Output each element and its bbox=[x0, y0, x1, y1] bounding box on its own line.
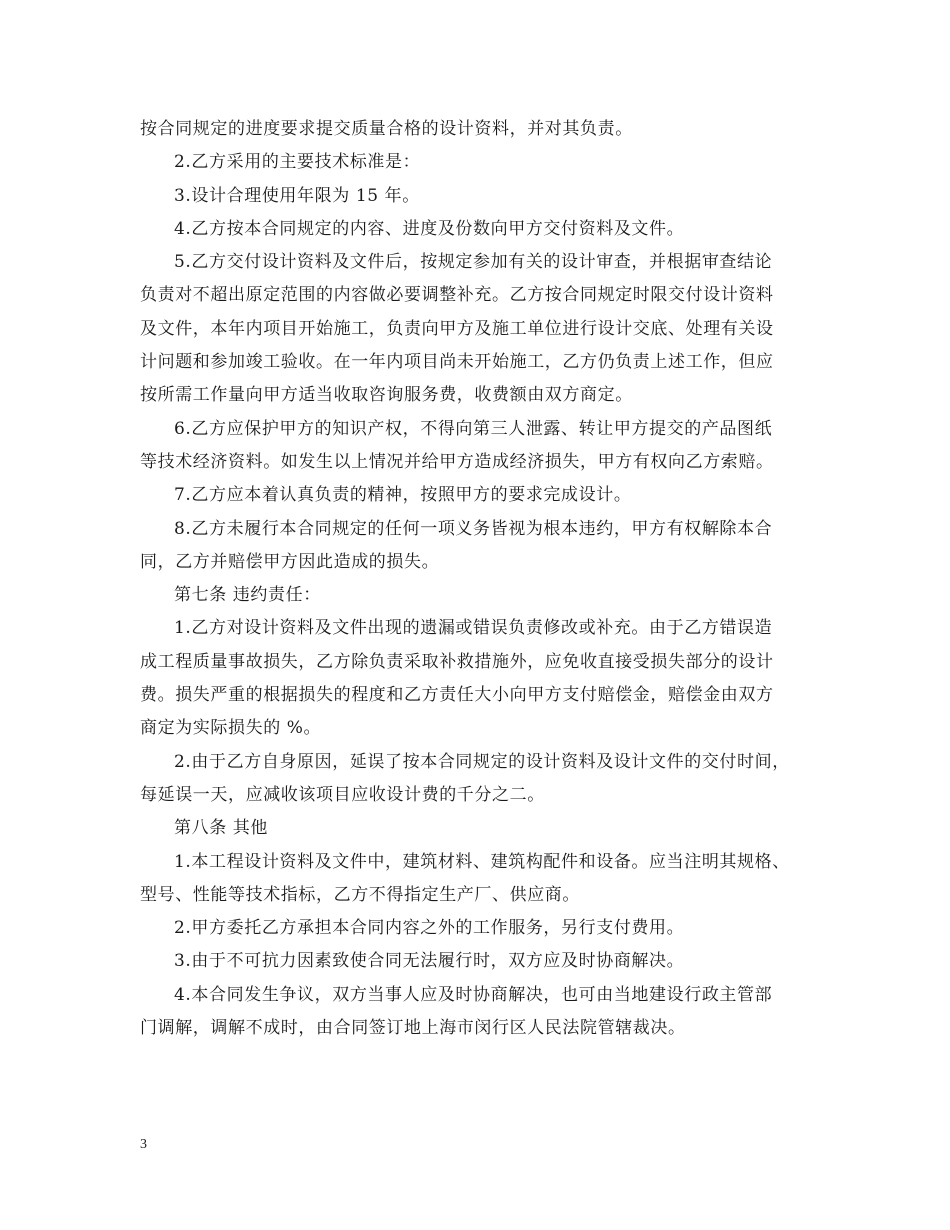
text-line: 等技术经济资料。如发生以上情况并给甲方造成经济损失，甲方有权向乙方索赔。 bbox=[140, 451, 774, 472]
text-line: 门调解，调解不成时，由合同签订地上海市闵行区人民法院管辖裁决。 bbox=[140, 1018, 686, 1039]
text-line: 每延误一天，应减收该项目应收设计费的千分之二。 bbox=[140, 784, 545, 805]
text-line: 2.乙方采用的主要技术标准是： bbox=[174, 152, 421, 173]
text-line: 4.本合同发生争议，双方当事人应及时协商解决，也可由当地建设行政主管部 bbox=[174, 984, 773, 1005]
text-line: 及文件，本年内项目开始施工，负责向甲方及施工单位进行设计交底、处理有关设 bbox=[140, 318, 774, 339]
text-line: 按所需工作量向甲方适当收取咨询服务费，收费额由双方商定。 bbox=[140, 385, 633, 406]
text-line: 负责对不超出原定范围的内容做必要调整补充。乙方按合同规定时限交付设计资料 bbox=[140, 285, 774, 306]
text-line: 3.由于不可抗力因素致使合同无法履行时，双方应及时协商解决。 bbox=[174, 951, 685, 972]
document-body bbox=[140, 113, 812, 1045]
text-line: 型号、性能等技术指标，乙方不得指定生产厂、供应商。 bbox=[140, 884, 580, 905]
text-line: 按合同规定的进度要求提交质量合格的设计资料，并对其负责。 bbox=[140, 119, 633, 139]
text-line: 2.由于乙方自身原因，延误了按本合同规定的设计资料及设计文件的交付时间， bbox=[174, 751, 790, 772]
text-line: 3.设计合理使用年限为 15 年。 bbox=[174, 185, 420, 206]
text-line: 成工程质量事故损失，乙方除负责采取补救措施外，应免收直接受损失部分的设计 bbox=[140, 651, 774, 672]
text-line: 6.乙方应保护甲方的知识产权，不得向第三人泄露、转让甲方提交的产品图纸 bbox=[174, 418, 773, 439]
section-heading: 第八条 其他 bbox=[174, 818, 269, 839]
section-heading: 第七条 违约责任： bbox=[174, 585, 321, 606]
text-line: 商定为实际损失的 %。 bbox=[140, 718, 322, 739]
text-line: 1.本工程设计资料及文件中，建筑材料、建筑构配件和设备。应当注明其规格、 bbox=[174, 851, 790, 872]
text-line: 7.乙方应本着认真负责的精神，按照甲方的要求完成设计。 bbox=[174, 485, 632, 506]
text-line: 2.甲方委托乙方承担本合同内容之外的工作服务，另行支付费用。 bbox=[174, 918, 685, 939]
text-line: 5.乙方交付设计资料及文件后，按规定参加有关的设计审查，并根据审查结论 bbox=[174, 252, 773, 273]
text-line: 计问题和参加竣工验收。在一年内项目尚未开始施工，乙方仍负责上述工作，但应 bbox=[140, 352, 774, 373]
text-line: 4.乙方按本合同规定的内容、进度及份数向甲方交付资料及文件。 bbox=[174, 218, 685, 239]
text-line: 费。损失严重的根据损失的程度和乙方责任大小向甲方支付赔偿金，赔偿金由双方 bbox=[140, 685, 774, 706]
text-line: 同，乙方并赔偿甲方因此造成的损失。 bbox=[140, 551, 440, 572]
text-line: 1.乙方对设计资料及文件出现的遗漏或错误负责修改或补充。由于乙方错误造 bbox=[174, 618, 773, 639]
text-line: 8.乙方未履行本合同规定的任何一项义务皆视为根本违约，甲方有权解除本合 bbox=[174, 518, 773, 539]
page-number: 3 bbox=[140, 1137, 147, 1152]
